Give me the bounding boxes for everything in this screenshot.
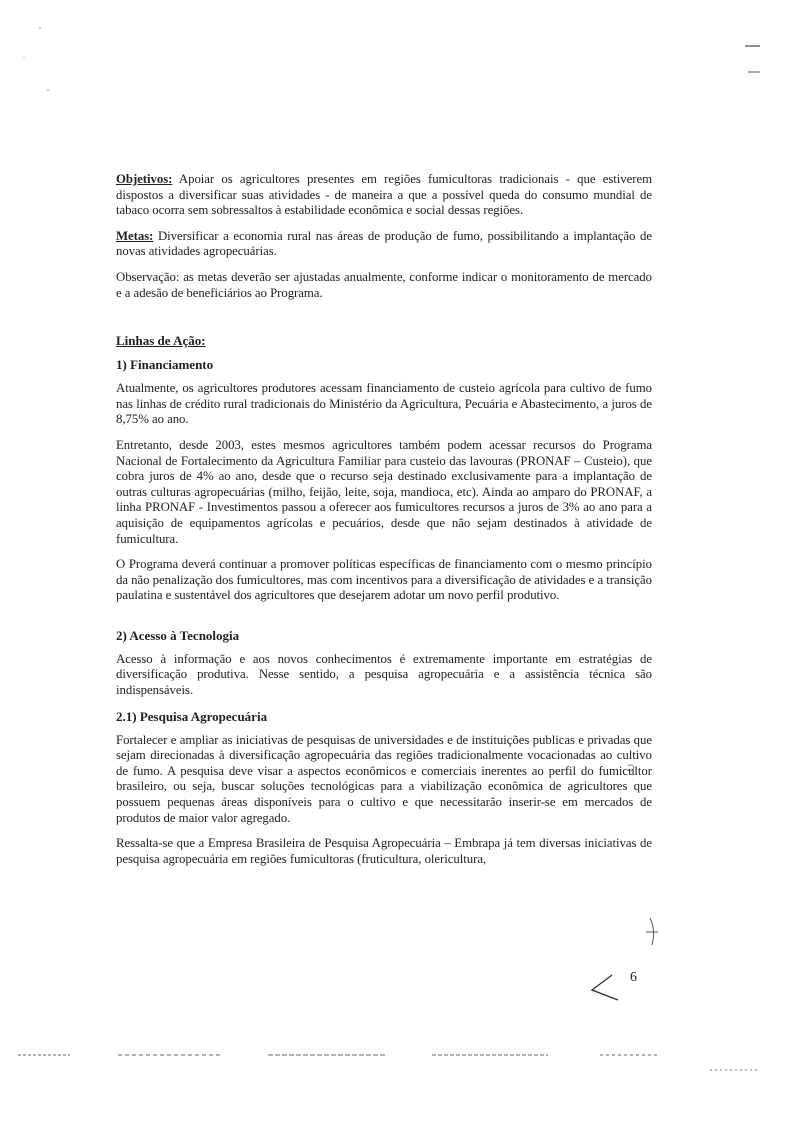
observacao-paragraph: Observação: as metas deverão ser ajustadas anualmente, conforme indicar o monitoramento de mercado e a adesão de beneficiários ao Programa.	[116, 269, 652, 300]
pesquisa-paragraph-2: Ressalta-se que a Empresa Brasileira de Pesquisa Agropecuária – Embrapa já tem diversas iniciativas de pesquisa agropecuária em regiões fumicultoras (fruticultura, olericultura,	[116, 836, 652, 866]
financiamento-heading: 1) Financiamento	[116, 357, 214, 373]
objetivos-paragraph	[116, 172, 652, 219]
financiamento-paragraph-1: Atualmente, os agricultores produtores acessam financiamento de custeio agrícola para cultivo de fumo nas linhas de crédito rural tradicionais do Ministério da Agricultura, Pecuária e Abastecimento, a juros de 8,75% ao ano.	[116, 381, 652, 427]
tecnologia-paragraph-1: Acesso à informação e aos novos conhecimentos é extremamente importante em estratégias de diversificação produtiva. Nesse sentido, a pesquisa agropecuária e a assistência técnica são indispensáveis.	[116, 651, 652, 698]
document-body	[116, 172, 652, 877]
scan-speck-3	[23, 57, 24, 58]
spacer	[116, 311, 652, 333]
metas-text: Diversificar a economia rural nas áreas de produção de fumo, possibilitando a implantação de novas atividades agropecuárias.	[116, 228, 652, 259]
handwritten-initial	[592, 975, 618, 1000]
pesquisa-paragraph-1: Fortalecer e ampliar as iniciativas de pesquisas de universidades e de instituições publicas e privadas que sejam direcionadas à diversificação agropecuária das regiões tradicionalmente vocacionadas ao cultivo de fumo. A pesquisa deve visar a aspectos econômicos e comerciais inerentes ao perfil do fumicultor brasileiro, ou seja, buscar soluções tecnológicas para a viabilização econômica de agricultores que possuem pequenas áreas disponíveis para o cultivo e que necessitarão inserir-se em mercados de produtos de maior valor agregado.	[116, 732, 652, 825]
financiamento-paragraph-3: O Programa deverá continuar a promover políticas específicas de financiamento com o mesmo princípio da não penalização dos fumicultores, mas com incentivos para a diversificação de atividades e a transição paulatina e sustentável dos agricultores que desejarem adotar um novo perfil produtivo.	[116, 557, 652, 603]
tecnologia-heading: 2) Acesso à Tecnologia	[116, 627, 240, 643]
pesquisa-heading: 2.1) Pesquisa Agropecuária	[116, 708, 268, 724]
linhas-de-acao-heading: Linhas de Ação:	[116, 333, 206, 349]
objetivos-text: Apoiar os agricultores presentes em regiões fumicultoras tradicionais - que estiverem dispostos a diversificar suas atividades - de maneira a que a possível queda do consumo mundial de tabaco ocorra sem sobressaltos à estabilidade econômica e social dessas regiões.	[116, 172, 652, 218]
page-number: 6	[630, 970, 637, 985]
scan-speck-2	[47, 89, 49, 91]
metas-label: Metas:	[116, 228, 154, 243]
scan-speck-1	[39, 27, 41, 29]
spacer	[116, 614, 652, 628]
handwritten-mark-right	[646, 918, 658, 945]
metas-paragraph	[116, 229, 652, 260]
financiamento-paragraph-2: Entretanto, desde 2003, estes mesmos agricultores também podem acessar recursos do Programa Nacional de Fortalecimento da Agricultura Familiar para custeio das lavouras (PRONAF – Custeio), que cobra juros de 4% ao ano, desde que o recurso seja destinado exclusivamente para a implantação de outras culturas agropecuárias (milho, feijão, leite, soja, mandioca, etc). Ainda ao amparo do PRONAF, a linha PRONAF - Investimentos passou a oferecer aos fumicultores recursos a juros de 3% ao ano para a aquisição de equipamentos agrícolas e pecuários, desde que não sejam destinados à atividade de fumicultura.	[116, 437, 652, 546]
objetivos-label: Objetivos:	[116, 172, 173, 186]
